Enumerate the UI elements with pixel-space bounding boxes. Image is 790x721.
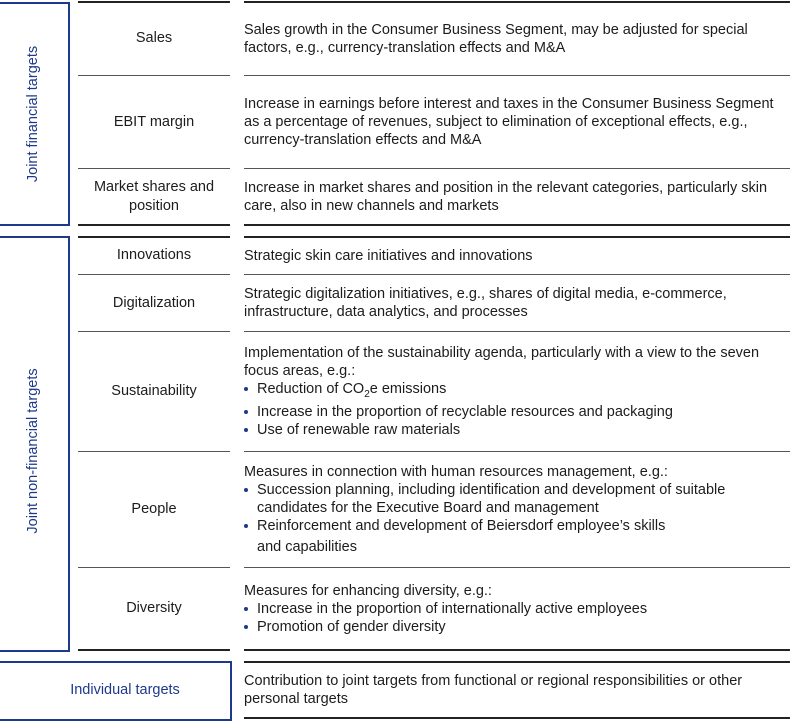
ebit-description: Increase in earnings before interest and taxes in the Consumer Business Segment as a percentage of revenues, subject to elimination of exceptional effects, e.g., currency-translation effects and M&A bbox=[244, 96, 774, 148]
row-text-diversity bbox=[244, 568, 784, 649]
row-label-innovations: Innovations bbox=[116, 247, 192, 263]
sustainability-bullet: Use of renewable raw materials bbox=[244, 421, 784, 439]
digitalization-description: Strategic digitalization initiatives, e.g., shares of digital media, e-commerce, infrastructure, data analytics, and processes bbox=[244, 286, 727, 320]
row-text-ebit bbox=[244, 76, 784, 168]
financial-group-label: Joint financial targets bbox=[25, 45, 41, 183]
innovations-description: Strategic skin care initiatives and innovations bbox=[244, 247, 533, 264]
market-description: Increase in market shares and position in the relevant categories, particularly skin care, also in new channels and markets bbox=[244, 179, 768, 214]
row-text-people bbox=[244, 452, 784, 567]
row-label-people: People bbox=[131, 501, 177, 517]
row-label-diversity: Diversity bbox=[126, 600, 182, 616]
bullet-text: Reduction of CO bbox=[257, 380, 365, 397]
sales-description: Sales growth in the Consumer Business Segment, may be adjusted for special factors, e.g., currency-translation effects and M&A bbox=[244, 21, 748, 56]
rule bbox=[244, 717, 790, 719]
individual-description: Contribution to joint targets from functional or regional responsibilities or other personal targets bbox=[244, 672, 743, 707]
row-label-sales: Sales bbox=[135, 30, 173, 46]
row-label-digitalization: Digitalization bbox=[112, 294, 196, 311]
row-text-sustainability bbox=[244, 332, 784, 451]
diversity-bullet: Increase in the proportion of internationally active employees bbox=[244, 600, 784, 618]
row-text-individual bbox=[244, 662, 784, 717]
bullet-text: and capabilities bbox=[257, 539, 357, 555]
row-label-market: Market shares and position bbox=[93, 178, 215, 214]
subscript-2: 2 bbox=[364, 388, 370, 400]
row-label-sustainability: Sustainability bbox=[111, 383, 197, 399]
row-text-innovations bbox=[244, 237, 784, 274]
individual-group-label: Individual targets bbox=[70, 682, 180, 698]
sustainability-bullet: Increase in the proportion of recyclable resources and packaging bbox=[244, 403, 784, 421]
row-text-market bbox=[244, 169, 784, 224]
rule bbox=[244, 649, 790, 651]
non-financial-group-label: Joint non-financial targets bbox=[25, 368, 41, 534]
rule bbox=[78, 224, 230, 226]
row-label-ebit: EBIT margin bbox=[113, 113, 195, 130]
bullet-text: Reinforcement and development of Beiersdorf employee’s skills bbox=[257, 518, 666, 534]
rule bbox=[244, 224, 790, 226]
sustainability-bullet bbox=[244, 380, 784, 404]
sustainability-intro: Implementation of the sustainability agenda, particularly with a view to the seven focus areas, e.g.: bbox=[244, 344, 760, 379]
people-bullet: Succession planning, including identification and development of suitable candidates for the Executive Board and management bbox=[244, 481, 784, 517]
row-text-digitalization bbox=[244, 275, 784, 331]
rule bbox=[78, 649, 230, 651]
bullet-text: e emissions bbox=[369, 380, 447, 397]
people-intro: Measures in connection with human resources management, e.g.: bbox=[244, 464, 668, 480]
diversity-bullet: Promotion of gender diversity bbox=[244, 618, 784, 636]
row-text-sales bbox=[244, 2, 784, 75]
diversity-intro: Measures for enhancing diversity, e.g.: bbox=[244, 582, 492, 599]
people-bullet bbox=[244, 517, 784, 556]
